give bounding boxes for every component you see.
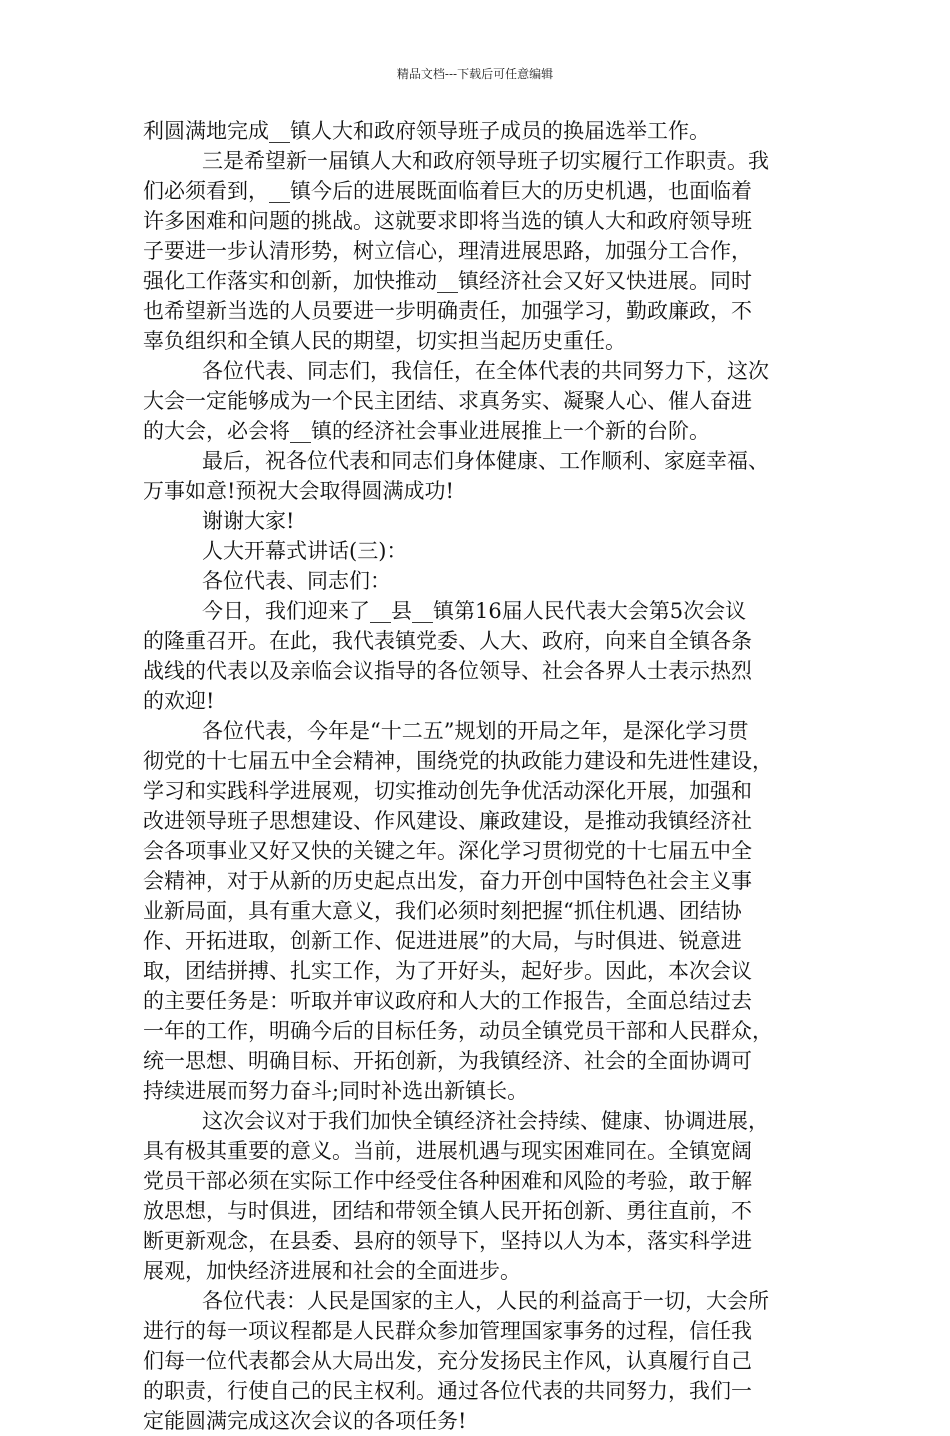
- text-line: 放思想，与时俱进，团结和带领全镇人民开拓创新、勇往直前，不: [143, 1199, 752, 1223]
- text-line: 各位代表、同志们，我信任，在全体代表的共同努力下，这次: [202, 359, 769, 383]
- text-line: 强化工作落实和创新，加快推动__镇经济社会又好又快进展。同时: [143, 269, 752, 293]
- text-line: 会各项事业又好又快的关键之年。深化学习贯彻党的十七届五中全: [143, 839, 752, 863]
- text-line: 辜负组织和全镇人民的期望，切实担当起历史重任。: [143, 329, 626, 353]
- text-line: 党员干部必须在实际工作中经受住各种困难和风险的考验，敢于解: [143, 1169, 752, 1193]
- document-body: [143, 116, 823, 1436]
- text-line: 的职责，行使自己的民主权利。通过各位代表的共同努力，我们一: [143, 1379, 752, 1403]
- text-line: 会精神，对于从新的历史起点出发，奋力开创中国特色社会主义事: [143, 869, 752, 893]
- text-line: 的主要任务是：听取并审议政府和人大的工作报告，全面总结过去: [143, 989, 752, 1013]
- text-line: 的欢迎!: [143, 689, 215, 713]
- text-line: 万事如意!预祝大会取得圆满成功!: [143, 479, 454, 503]
- text-line: 进行的每一项议程都是人民群众参加管理国家事务的过程，信任我: [143, 1319, 752, 1343]
- text-line: 断更新观念，在县委、县府的领导下，坚持以人为本，落实科学进: [143, 1229, 752, 1253]
- text-line: 统一思想、明确目标、开拓创新，为我镇经济、社会的全面协调可: [143, 1049, 752, 1073]
- text-line: 作、开拓进取，创新工作、促进进展”的大局，与时俱进、锐意进: [143, 929, 742, 953]
- page-header: 精品文档---下载后可任意编辑: [396, 67, 554, 81]
- text-line: 的大会，必会将__镇的经济社会事业进展推上一个新的台阶。: [143, 419, 710, 443]
- text-line: 人大开幕式讲话(三)：: [202, 539, 408, 563]
- text-line: 各位代表：人民是国家的主人，人民的利益高于一切，大会所: [202, 1289, 769, 1313]
- text-line: 利圆满地完成__镇人大和政府领导班子成员的换届选举工作。: [143, 119, 710, 143]
- text-line: 大会一定能够成为一个民主团结、求真务实、凝聚人心、催人奋进: [143, 389, 752, 413]
- text-line: 也希望新当选的人员要进一步明确责任，加强学习，勤政廉政，不: [143, 299, 752, 323]
- text-line: 最后，祝各位代表和同志们身体健康、工作顺利、家庭幸福、: [202, 449, 769, 473]
- text-line: 持续进展而努力奋斗;同时补选出新镇长。: [143, 1079, 529, 1103]
- text-line: 一年的工作，明确今后的目标任务，动员全镇党员干部和人民群众，: [143, 1019, 773, 1043]
- text-line: 业新局面，具有重大意义，我们必须时刻把握“抓住机遇、团结协: [143, 899, 742, 923]
- text-line: 具有极其重要的意义。当前，进展机遇与现实困难同在。全镇宽阔: [143, 1139, 752, 1163]
- text-line: 各位代表、同志们：: [202, 569, 391, 593]
- text-line: 这次会议对于我们加快全镇经济社会持续、健康、协调进展，: [202, 1109, 769, 1133]
- text-line: 战线的代表以及亲临会议指导的各位领导、社会各界人士表示热烈: [143, 659, 752, 683]
- text-line: 子要进一步认清形势，树立信心，理清进展思路，加强分工合作，: [143, 239, 752, 263]
- text-line: 彻党的十七届五中全会精神，围绕党的执政能力建设和先进性建设，: [143, 749, 773, 773]
- text-line: 们必须看到，__镇今后的进展既面临着巨大的历史机遇，也面临着: [143, 179, 752, 203]
- text-line: 们每一位代表都会从大局出发，充分发扬民主作风，认真履行自己: [143, 1349, 752, 1373]
- text-line: 三是希望新一届镇人大和政府领导班子切实履行工作职责。我: [202, 149, 769, 173]
- text-line: 谢谢大家!: [202, 509, 295, 533]
- text-line: 的隆重召开。在此，我代表镇党委、人大、政府，向来自全镇各条: [143, 629, 752, 653]
- text-line: 各位代表，今年是“十二五”规划的开局之年，是深化学习贯: [202, 719, 749, 743]
- text-line: 展观，加快经济进展和社会的全面进步。: [143, 1259, 521, 1283]
- text-line: 今日，我们迎来了__县__镇第16届人民代表大会第5次会议: [202, 599, 747, 623]
- text-line: 取，团结拼搏、扎实工作，为了开好头，起好步。因此，本次会议: [143, 959, 752, 983]
- text-line: 改进领导班子思想建设、作风建设、廉政建设，是推动我镇经济社: [143, 809, 752, 833]
- text-line: 定能圆满完成这次会议的各项任务!: [143, 1409, 467, 1433]
- text-line: 学习和实践科学进展观，切实推动创先争优活动深化开展，加强和: [143, 779, 752, 803]
- text-line: 许多困难和问题的挑战。这就要求即将当选的镇人大和政府领导班: [143, 209, 752, 233]
